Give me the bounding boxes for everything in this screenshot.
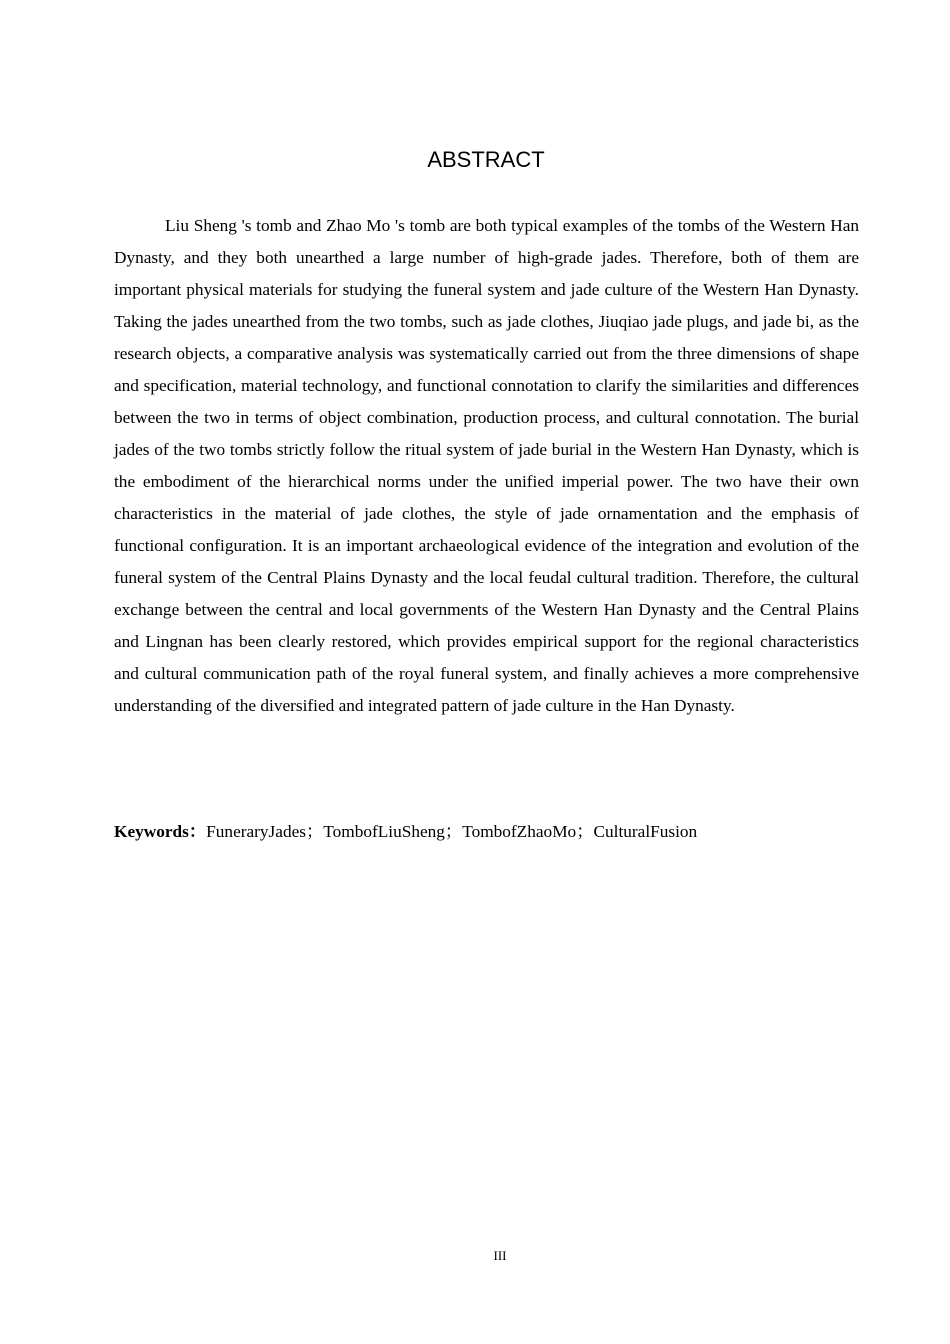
page-number: III [493,1248,507,1263]
keywords-label: Keywords： [114,822,207,841]
abstract-paragraph: Liu Sheng 's tomb and Zhao Mo 's tomb are both typical examples of the tombs of the Western Han Dynasty, and they both unearthed a large number of high-grade jades. Therefore, both of them are important physical materials for studying the funeral system and jade culture of the Western Han Dynasty. Taking the jades unearthed from the two tombs, such as jade clothes, Jiuqiao jade plugs, and jade bi, as the research objects, a comparative analysis was systematically carried out from the three dimensions of shape and specification, material technology, and functional connotation to clarify the similarities and differences between the two in terms of object combination, production process, and cultural connotation. The burial jades of the two tombs strictly follow the ritual system of jade burial in the Western Han Dynasty, which is the embodiment of the hierarchical norms under the unified imperial power. The two have their own characteristics in the material of jade clothes, the style of jade ornamentation and the emphasis of functional configuration. It is an important archaeological evidence of the integration and evolution of the funeral system of the Central Plains Dynasty and the local feudal cultural tradition. Therefore, the cultural exchange between the central and local governments of the Western Han Dynasty and the Central Plains and Lingnan has been clearly restored, which provides empirical support for the regional characteristics and cultural communication path of the royal funeral system, and finally achieves a more comprehensive understanding of the diversified and integrated pattern of jade culture in the Han Dynasty. [114,216,859,715]
page-title: ABSTRACT [427,147,545,172]
keywords-line [114,816,859,848]
keywords-list: FuneraryJades；TombofLiuSheng；TombofZhaoMo；CulturalFusion [206,822,698,841]
